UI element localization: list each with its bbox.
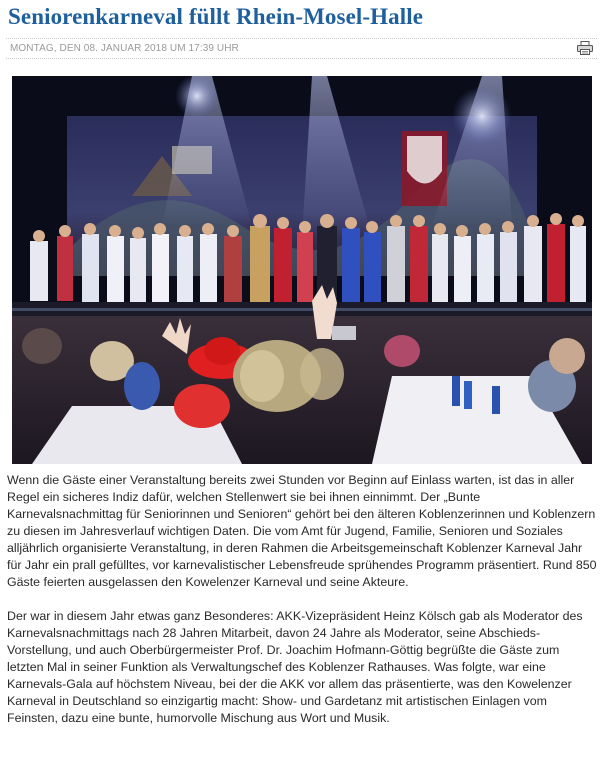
printer-icon[interactable] xyxy=(577,41,593,55)
article-paragraph: Wenn die Gäste einer Veranstaltung bereits zwei Stunden vor Beginn auf Einlass warten, ist das in aller Regel ein sicheres Indiz dafür, welchen Stellenwert sie bei ihnen einnimmt. Der „Bunte Karnevalsnachmittag für Seniorinnen und Senioren“ gehört bei den älteren Koblenzerinnen und Koblenzern zu diesen im Jahresverlauf wichtigen Daten. Die vom Amt für Jugend, Familie, Senioren und Soziales alljährlich organisierte Veranstaltung, in deren Rahmen die Arbeitsgemeinschaft Koblenzer Karneval Jahr für Jahr ein prall gefülltes, vor karnevalistischer Lebensfreude sprühendes Programm präsentiert. Rund 850 Gäste feierten ausgelassen den Kowelenzer Karneval und seine Akteure. xyxy=(7,473,597,589)
article-meta-bar xyxy=(6,38,597,59)
article-paragraph: Der war in diesem Jahr etwas ganz Besonderes: AKK-Vizepräsident Heinz Kölsch gab als Moderator des Karnevalsnachmittags nach 28 Jahren Mitarbeit, davon 24 Jahre als Moderator, seine Abschieds-Vorstellung, und auch Oberbürgermeister Prof. Dr. Joachim Hofmann-Göttig begrüßte die Gäste zum letzten Mal in seiner Funktion als Verwaltungschef des Koblenzer Rathauses. Was folgte, war eine Karnevals-Gala auf höchstem Niveau, bei der die AKK vor allem das präsentierte, was den Kowelenzer Karneval in Deutschland so einzigartig macht: Show- und Gardetanz mit artistischen Einlagen vom Feinsten, dazu eine bunte, humorvolle Mischung aus Wort und Musik. xyxy=(7,609,583,725)
article-photo xyxy=(12,76,592,464)
article-title: Seniorenkarneval füllt Rhein-Mosel-Halle xyxy=(8,4,424,29)
publish-date: MONTAG, DEN 08. JANUAR 2018 UM 17:39 UHR xyxy=(10,43,239,54)
article-body xyxy=(7,472,597,744)
